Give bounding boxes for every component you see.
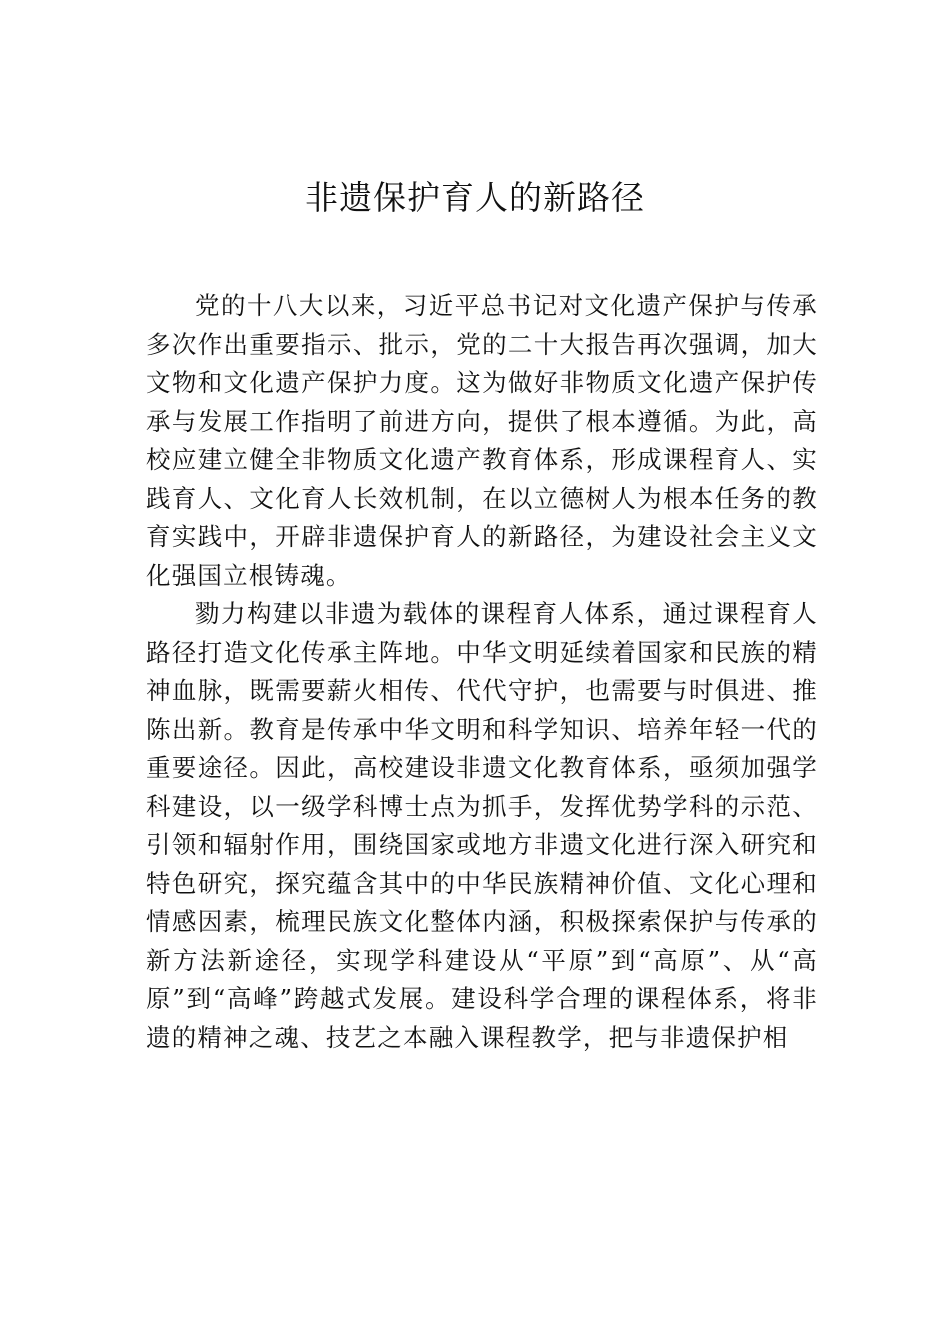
- paragraph-1: 党的十八大以来，习近平总书记对文化遗产保护与传承多次作出重要指示、批示，党的二十大报告再次强调，加大文物和文化遗产保护力度。这为做好非物质文化遗产保护传承与发展工作指明了前进方向，提供了根本遵循。为此，高校应建立健全非物质文化遗产教育体系，形成课程育人、实践育人、文化育人长效机制，在以立德树人为根本任务的教育实践中，开辟非遗保护育人的新路径，为建设社会主义文化强国立根铸魂。: [146, 291, 818, 590]
- document-body: [146, 287, 818, 1057]
- paragraph-2: 勠力构建以非遗为载体的课程育人体系，通过课程育人路径打造文化传承主阵地。中华文明延续着国家和民族的精神血脉，既需要薪火相传、代代守护，也需要与时俱进、推陈出新。教育是传承中华文明和科学知识、培养年轻一代的重要途径。因此，高校建设非遗文化教育体系，亟须加强学科建设，以一级学科博士点为抓手，发挥优势学科的示范、 引领和辐射作用，围绕国家或地方非遗文化进行深入研究和特色研究，探究蕴含其中的中华民族精神价值、文化心理和情感因素，梳理民族文化整体内涵，积极探索保护与传承的新方法新途径，实现学科建设从“平原”到“高原”、从“高原”到“高峰”跨越式发展。建设科学合理的课程体系，将非遗的精神之魂、技艺之本融入课程教学，把与非遗保护相: [146, 599, 818, 1052]
- document-title: 非遗保护育人的新路径: [305, 178, 645, 217]
